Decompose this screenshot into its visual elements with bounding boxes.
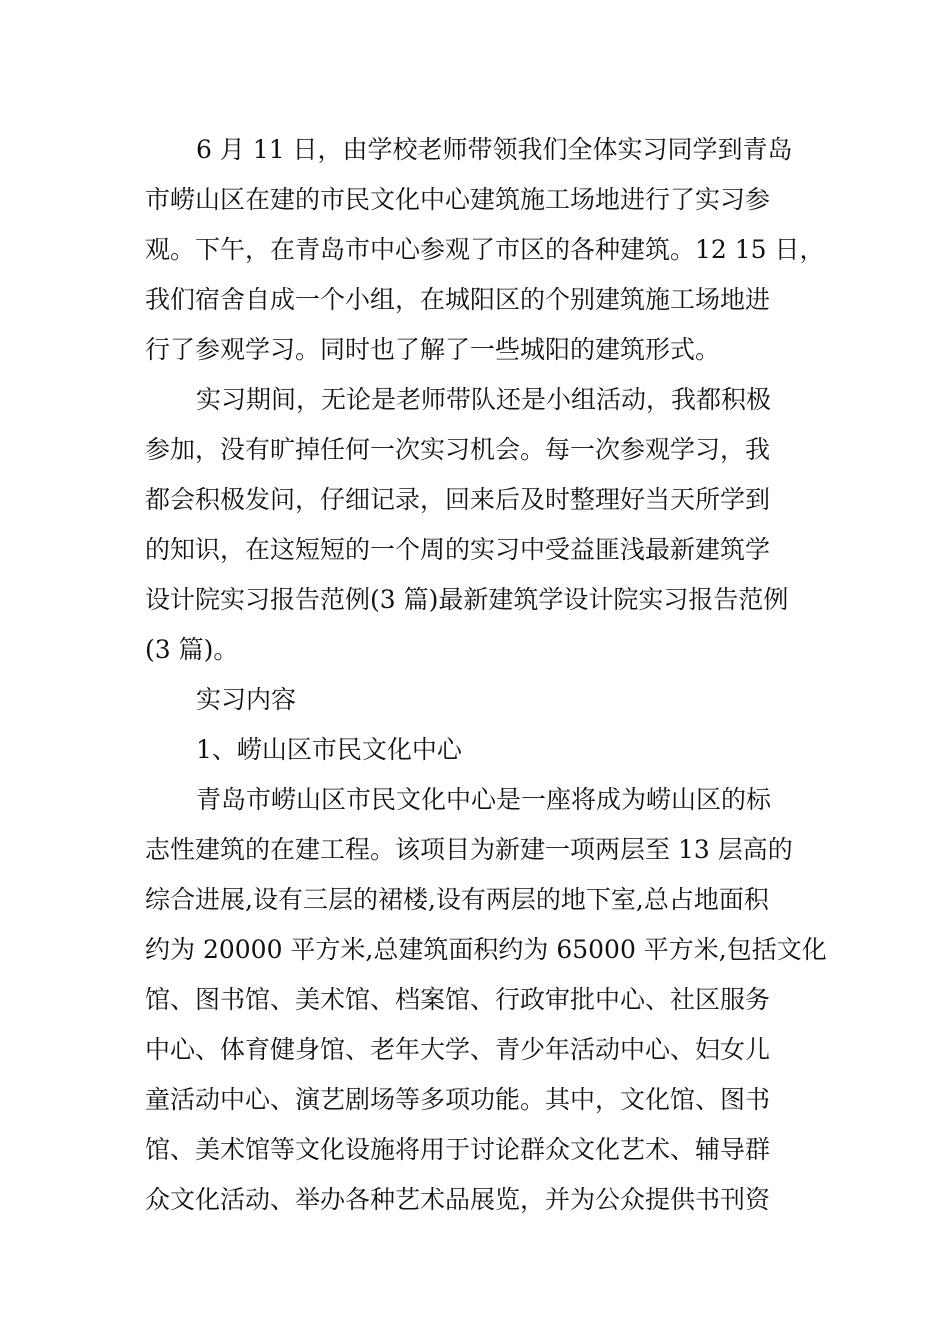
section-heading: 实习内容 xyxy=(196,685,297,714)
text-line-16: 综合进展,设有三层的裙楼,设有两层的地下室,总占地面积 xyxy=(145,885,769,914)
text-line-18: 馆、图书馆、美术馆、档案馆、行政审批中心、社区服务 xyxy=(145,985,771,1014)
text-line-11: (3 篇)。 xyxy=(145,635,239,664)
text-line-1: 6 月 11 日，由学校老师带领我们全体实习同学到青岛 xyxy=(196,135,793,164)
text-line-22: 众文化活动、举办各种艺术品展览，并为公众提供书刊资 xyxy=(145,1185,771,1214)
text-line-3: 观。下午，在青岛市中心参观了市区的各种建筑。12 15 日， xyxy=(145,235,825,264)
text-line-5: 行了参观学习。同时也了解了一些城阳的建筑形式。 xyxy=(145,335,721,364)
text-line-4: 我们宿舍自成一个小组，在城阳区的个别建筑施工场地进 xyxy=(145,285,771,314)
text-line-10: 设计院实习报告范例(3 篇)最新建筑学设计院实习报告范例 xyxy=(145,585,789,614)
text-line-17: 约为 20000 平方米,总建筑面积约为 65000 平方米,包括文化 xyxy=(145,935,827,964)
text-line-2: 市崂山区在建的市民文化中心建筑施工场地进行了实习参 xyxy=(145,185,771,214)
text-line-8: 都会积极发问，仔细记录，回来后及时整理好当天所学到 xyxy=(145,485,771,514)
text-line-15: 志性建筑的在建工程。该项目为新建一项两层至 13 层高的 xyxy=(145,835,793,864)
subsection-heading: 1、崂山区市民文化中心 xyxy=(196,735,462,764)
text-line-19: 中心、体育健身馆、老年大学、青少年活动中心、妇女儿 xyxy=(145,1035,771,1064)
text-line-21: 馆、美术馆等文化设施将用于讨论群众文化艺术、辅导群 xyxy=(145,1135,771,1164)
text-line-6: 实习期间，无论是老师带队还是小组活动，我都积极 xyxy=(196,385,772,414)
text-line-14: 青岛市崂山区市民文化中心是一座将成为崂山区的标 xyxy=(196,785,772,814)
text-line-9: 的知识，在这短短的一个周的实习中受益匪浅最新建筑学 xyxy=(145,535,771,564)
text-line-20: 童活动中心、演艺剧场等多项功能。其中，文化馆、图书 xyxy=(145,1085,771,1114)
text-line-7: 参加，没有旷掉任何一次实习机会。每一次参观学习，我 xyxy=(145,435,771,464)
